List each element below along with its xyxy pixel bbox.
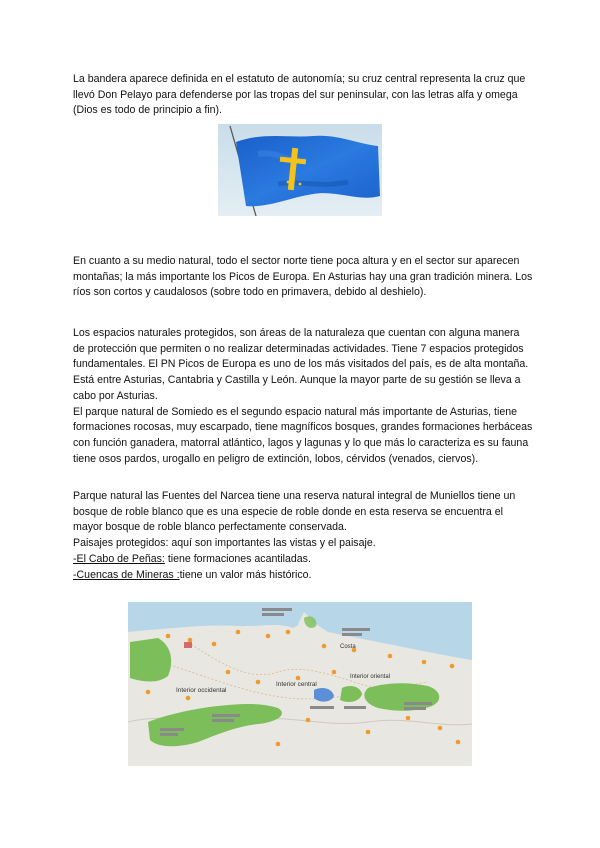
asturias-flag-photo <box>218 124 382 216</box>
cuencas-item <box>73 568 533 584</box>
narcea-section <box>73 489 533 583</box>
nature-paragraph <box>73 254 533 301</box>
flag-description: La bandera aparece definida en el estatuto de autonomía; su cruz central representa la cruz que llevó Don Pelayo para defenderse por las tropas del sur peninsular, con las letras alfa y omega (Dios es todo de principio a fin). <box>73 73 526 117</box>
penas-link[interactable]: -El Cabo de Peñas: <box>73 552 165 565</box>
somiedo-description: El parque natural de Somiedo es el segundo espacio natural más importante de Asturias, tiene formaciones rocosas, muy escarpado, tiene magníficos bosques, grandes formaciones herbáceas con función ganadera, matorral atlántico, lagos y lagunas y lo que más lo caracteriza es su fauna tiene osos pardos, urogallo en peligro de extinción, lobos, cérvidos (venados, ciervos). <box>73 405 533 465</box>
label-interior-oriental: Interior oriental <box>350 674 391 680</box>
landscapes-description: Paisajes protegidos: aquí son importantes las vistas y el paisaje. <box>73 537 376 550</box>
narcea-description: Parque natural las Fuentes del Narcea tiene una reserva natural integral de Muniellos tiene un bosque de roble blanco que es una especie de roble donde en esta reserva se encuentra el mayor bosque de roble blanco perfectamente conservada. <box>73 490 516 534</box>
cuencas-link[interactable]: -Cuencas de Mineras : <box>73 568 180 581</box>
cuencas-text: tiene un valor más histórico. <box>179 568 312 581</box>
asturias-protected-areas-map <box>128 602 472 766</box>
protected-spaces-description: Los espacios naturales protegidos, son áreas de la naturaleza que cuentan con alguna manera de protección que permiten o no realizar determinadas actividades. Tiene 7 espacios protegidos fundamentales. El PN Picos de Europa es uno de los más visitados del país, es de alta montaña. Está entre Asturias, Cantabria y Castilla y León. Aunque la mayor parte de su gestión se lleva a cabo por Asturias. <box>73 327 529 402</box>
park-west <box>130 638 171 682</box>
park-east <box>364 683 439 711</box>
label-interior-occidental: Interior occidental <box>176 687 227 694</box>
nature-description: En cuanto a su medio natural, todo el sector norte tiene poca altura y en el sector sur aparecen montañas; la más importante los Picos de Europa. En Asturias hay una gran tradición minera. Los ríos son cortos y caudalosos (sobre todo en primavera, debido al deshielo). <box>73 255 533 299</box>
protected-spaces-section <box>73 326 533 467</box>
label-interior-central: Interior central <box>276 681 317 688</box>
label-costa: Costa <box>340 644 356 650</box>
penas-text: tiene formaciones acantiladas. <box>164 552 311 565</box>
flag-paragraph <box>73 72 533 119</box>
penas-item <box>73 552 533 568</box>
